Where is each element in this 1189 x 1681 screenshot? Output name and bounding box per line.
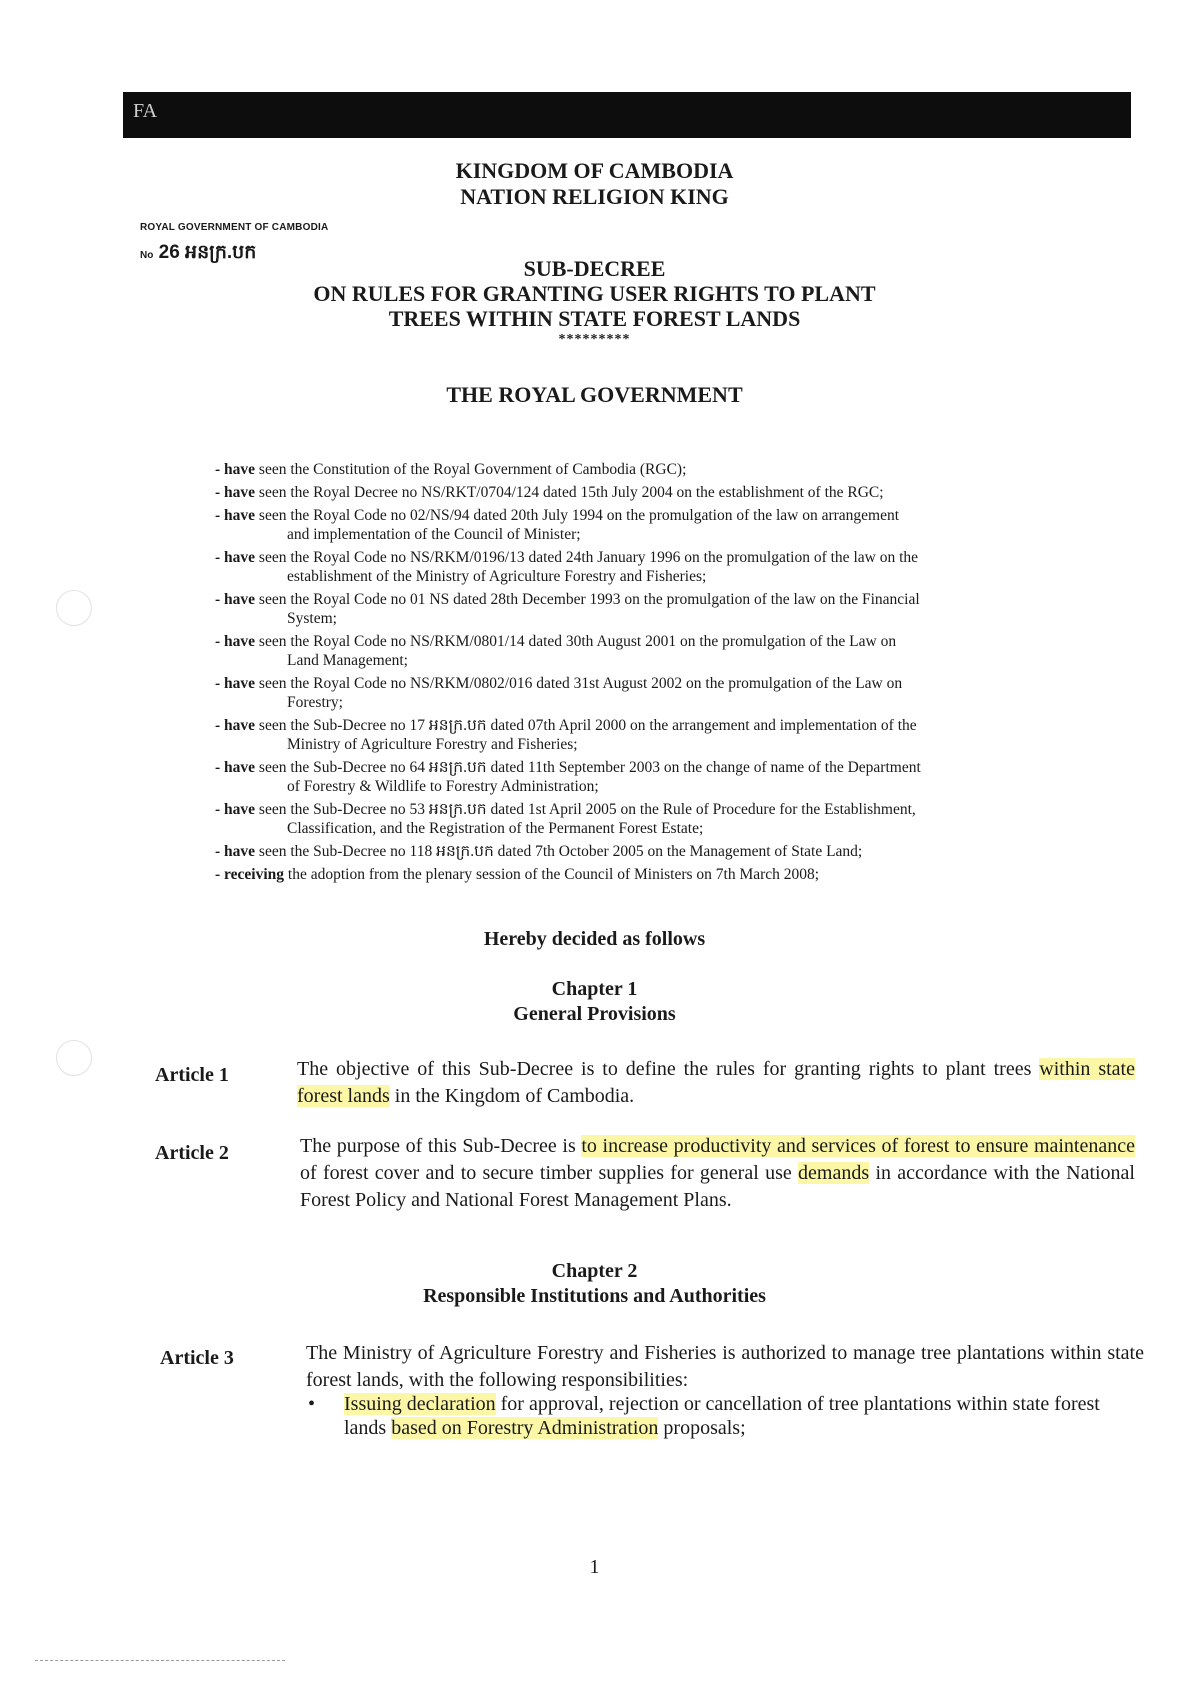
- preamble-item: [215, 590, 1133, 628]
- decree-title-line2: ON RULES FOR GRANTING USER RIGHTS TO PLANT: [313, 281, 876, 306]
- article1-text-b: in the Kingdom of Cambodia.: [389, 1085, 635, 1107]
- issuer-org: ROYAL GOVERNMENT OF CAMBODIA: [140, 222, 329, 233]
- chapter1-title: Chapter 1: [551, 978, 638, 1000]
- preamble-text: seen the Royal Decree no NS/RKT/0704/124 dated 15th July 2004 on the establishment of the RGC;: [258, 484, 884, 501]
- article1-text: [297, 1056, 1135, 1110]
- preamble-text: seen the Sub-Decree no 17 អនក្រ.បក dated 07th April 2000 on the arrangement and implementation of the: [258, 717, 917, 734]
- preamble-continuation: establishment of the Ministry of Agriculture Forestry and Fisheries;: [287, 568, 707, 585]
- preamble-item: [215, 865, 1133, 884]
- number-label: No: [140, 250, 154, 261]
- preamble-continuation: System;: [287, 610, 337, 627]
- header-bar: [123, 92, 1131, 138]
- article2-label: Article 2: [155, 1142, 229, 1164]
- preamble-dash: - receiving: [215, 866, 285, 883]
- preamble-continuation: Classification, and the Registration of the Permanent Forest Estate;: [287, 820, 704, 837]
- punch-hole: [56, 1040, 92, 1076]
- preamble-item: [215, 800, 1133, 838]
- kingdom-motto: NATION RELIGION KING: [460, 184, 729, 209]
- preamble-dash: - have: [215, 801, 256, 818]
- preamble-dash: - have: [215, 675, 256, 692]
- preamble-dash: - have: [215, 633, 256, 650]
- preamble-item: [215, 506, 1133, 544]
- article3-bullet-1: [344, 1392, 1144, 1440]
- article2-text-b: of forest cover and to secure timber supplies for general use: [300, 1162, 799, 1184]
- article2-text-c: in accordance with the National Forest Policy and National Forest Management Plans.: [300, 1162, 1135, 1211]
- decree-title-line3: TREES WITHIN STATE FOREST LANDS: [388, 306, 801, 331]
- preamble-text: seen the Sub-Decree no 64 អនក្រ.បក dated 11th September 2003 on the change of name of the Department: [258, 759, 921, 776]
- preamble-continuation: and implementation of the Council of Minister;: [287, 526, 581, 543]
- article2-text-a: The purpose of this Sub-Decree is: [300, 1135, 582, 1157]
- preamble-text: seen the Royal Code no 02/NS/94 dated 20th July 1994 on the promulgation of the law on arrangement: [258, 507, 900, 524]
- preamble-item: [215, 483, 1133, 502]
- preamble-text: seen the Royal Code no 01 NS dated 28th December 1993 on the promulgation of the law on the Financial: [258, 591, 920, 608]
- article3-highlight-2: based on Forestry Administration: [391, 1417, 659, 1439]
- preamble-text: seen the Royal Code no NS/RKM/0196/13 dated 24th January 1996 on the promulgation of the law on the: [258, 549, 919, 566]
- kingdom-title: KINGDOM OF CAMBODIA: [455, 158, 734, 183]
- preamble-text: the adoption from the plenary session of the Council of Ministers on 7th March 2008;: [287, 866, 820, 883]
- preamble-dash: - have: [215, 549, 256, 566]
- article1-text-a: The objective of this Sub-Decree is to define the rules for granting rights to plant trees: [297, 1058, 1032, 1080]
- preamble-dash: - have: [215, 484, 256, 501]
- article3-bullet-text-b: proposals;: [658, 1417, 746, 1439]
- article2-highlight-1: to increase productivity and services of forest to ensure maintenance: [581, 1135, 1135, 1157]
- preamble-text: seen the Constitution of the Royal Government of Cambodia (RGC);: [258, 461, 687, 478]
- preamble-text: seen the Royal Code no NS/RKM/0802/016 dated 31st August 2002 on the promulgation of the Law on: [258, 675, 903, 692]
- preamble-item: [215, 548, 1133, 586]
- article3-bullet-text-a: for approval, rejection or cancellation of tree plantations within state forest lands: [344, 1393, 1100, 1439]
- article3-highlight-1: Issuing declaration: [344, 1393, 496, 1415]
- article1-highlight: within state forest lands: [297, 1058, 1135, 1107]
- preamble-item: [215, 758, 1133, 796]
- preamble-continuation: Land Management;: [287, 652, 408, 669]
- article3-label: Article 3: [160, 1347, 234, 1369]
- preamble-dash: - have: [215, 717, 256, 734]
- bullet-dot: •: [308, 1393, 316, 1415]
- preamble-dash: - have: [215, 759, 256, 776]
- preamble-continuation: Forestry;: [287, 694, 343, 711]
- header-bar-text: FA: [133, 100, 158, 122]
- article1-label: Article 1: [155, 1064, 229, 1086]
- title-stars: *********: [558, 332, 631, 347]
- chapter2-subtitle: Responsible Institutions and Authorities: [423, 1285, 766, 1307]
- scan-artifact-line: [35, 1660, 285, 1661]
- article3-text: The Ministry of Agriculture Forestry and Fisheries is authorized to manage tree plantations within state forest lands, with the following responsibilities:: [306, 1342, 1144, 1391]
- preamble-text: seen the Sub-Decree no 53 អនក្រ.បក dated 1st April 2005 on the Rule of Procedure for the Establishment,: [258, 801, 916, 818]
- preamble-item: [215, 460, 1133, 479]
- number-code: អនក្រ.បក: [185, 242, 257, 263]
- preamble-item: [215, 674, 1133, 712]
- preamble-item: [215, 716, 1133, 754]
- chapter1-subtitle: General Provisions: [513, 1003, 676, 1025]
- preamble-text: seen the Sub-Decree no 118 អនក្រ.បក dated 7th October 2005 on the Management of State Land;: [258, 843, 863, 860]
- preamble-item: [215, 842, 1133, 861]
- preamble-dash: - have: [215, 461, 256, 478]
- decree-title-line1: SUB-DECREE: [523, 256, 666, 281]
- article2-highlight-2: demands: [798, 1162, 870, 1184]
- preamble-list: [215, 460, 1133, 888]
- preamble-dash: - have: [215, 843, 256, 860]
- page-number: 1: [589, 1556, 600, 1578]
- punch-hole: [56, 590, 92, 626]
- preamble-dash: - have: [215, 591, 256, 608]
- preamble-continuation: Ministry of Agriculture Forestry and Fisheries;: [287, 736, 578, 753]
- government-heading: THE ROYAL GOVERNMENT: [446, 382, 743, 407]
- preamble-item: [215, 632, 1133, 670]
- preamble-continuation: of Forestry & Wildlife to Forestry Administration;: [287, 778, 599, 795]
- number-value: 26: [158, 242, 180, 263]
- decided-heading: Hereby decided as follows: [483, 928, 706, 950]
- preamble-dash: - have: [215, 507, 256, 524]
- article2-text: [300, 1133, 1135, 1214]
- preamble-text: seen the Royal Code no NS/RKM/0801/14 dated 30th August 2001 on the promulgation of the Law on: [258, 633, 897, 650]
- chapter2-title: Chapter 2: [551, 1260, 638, 1282]
